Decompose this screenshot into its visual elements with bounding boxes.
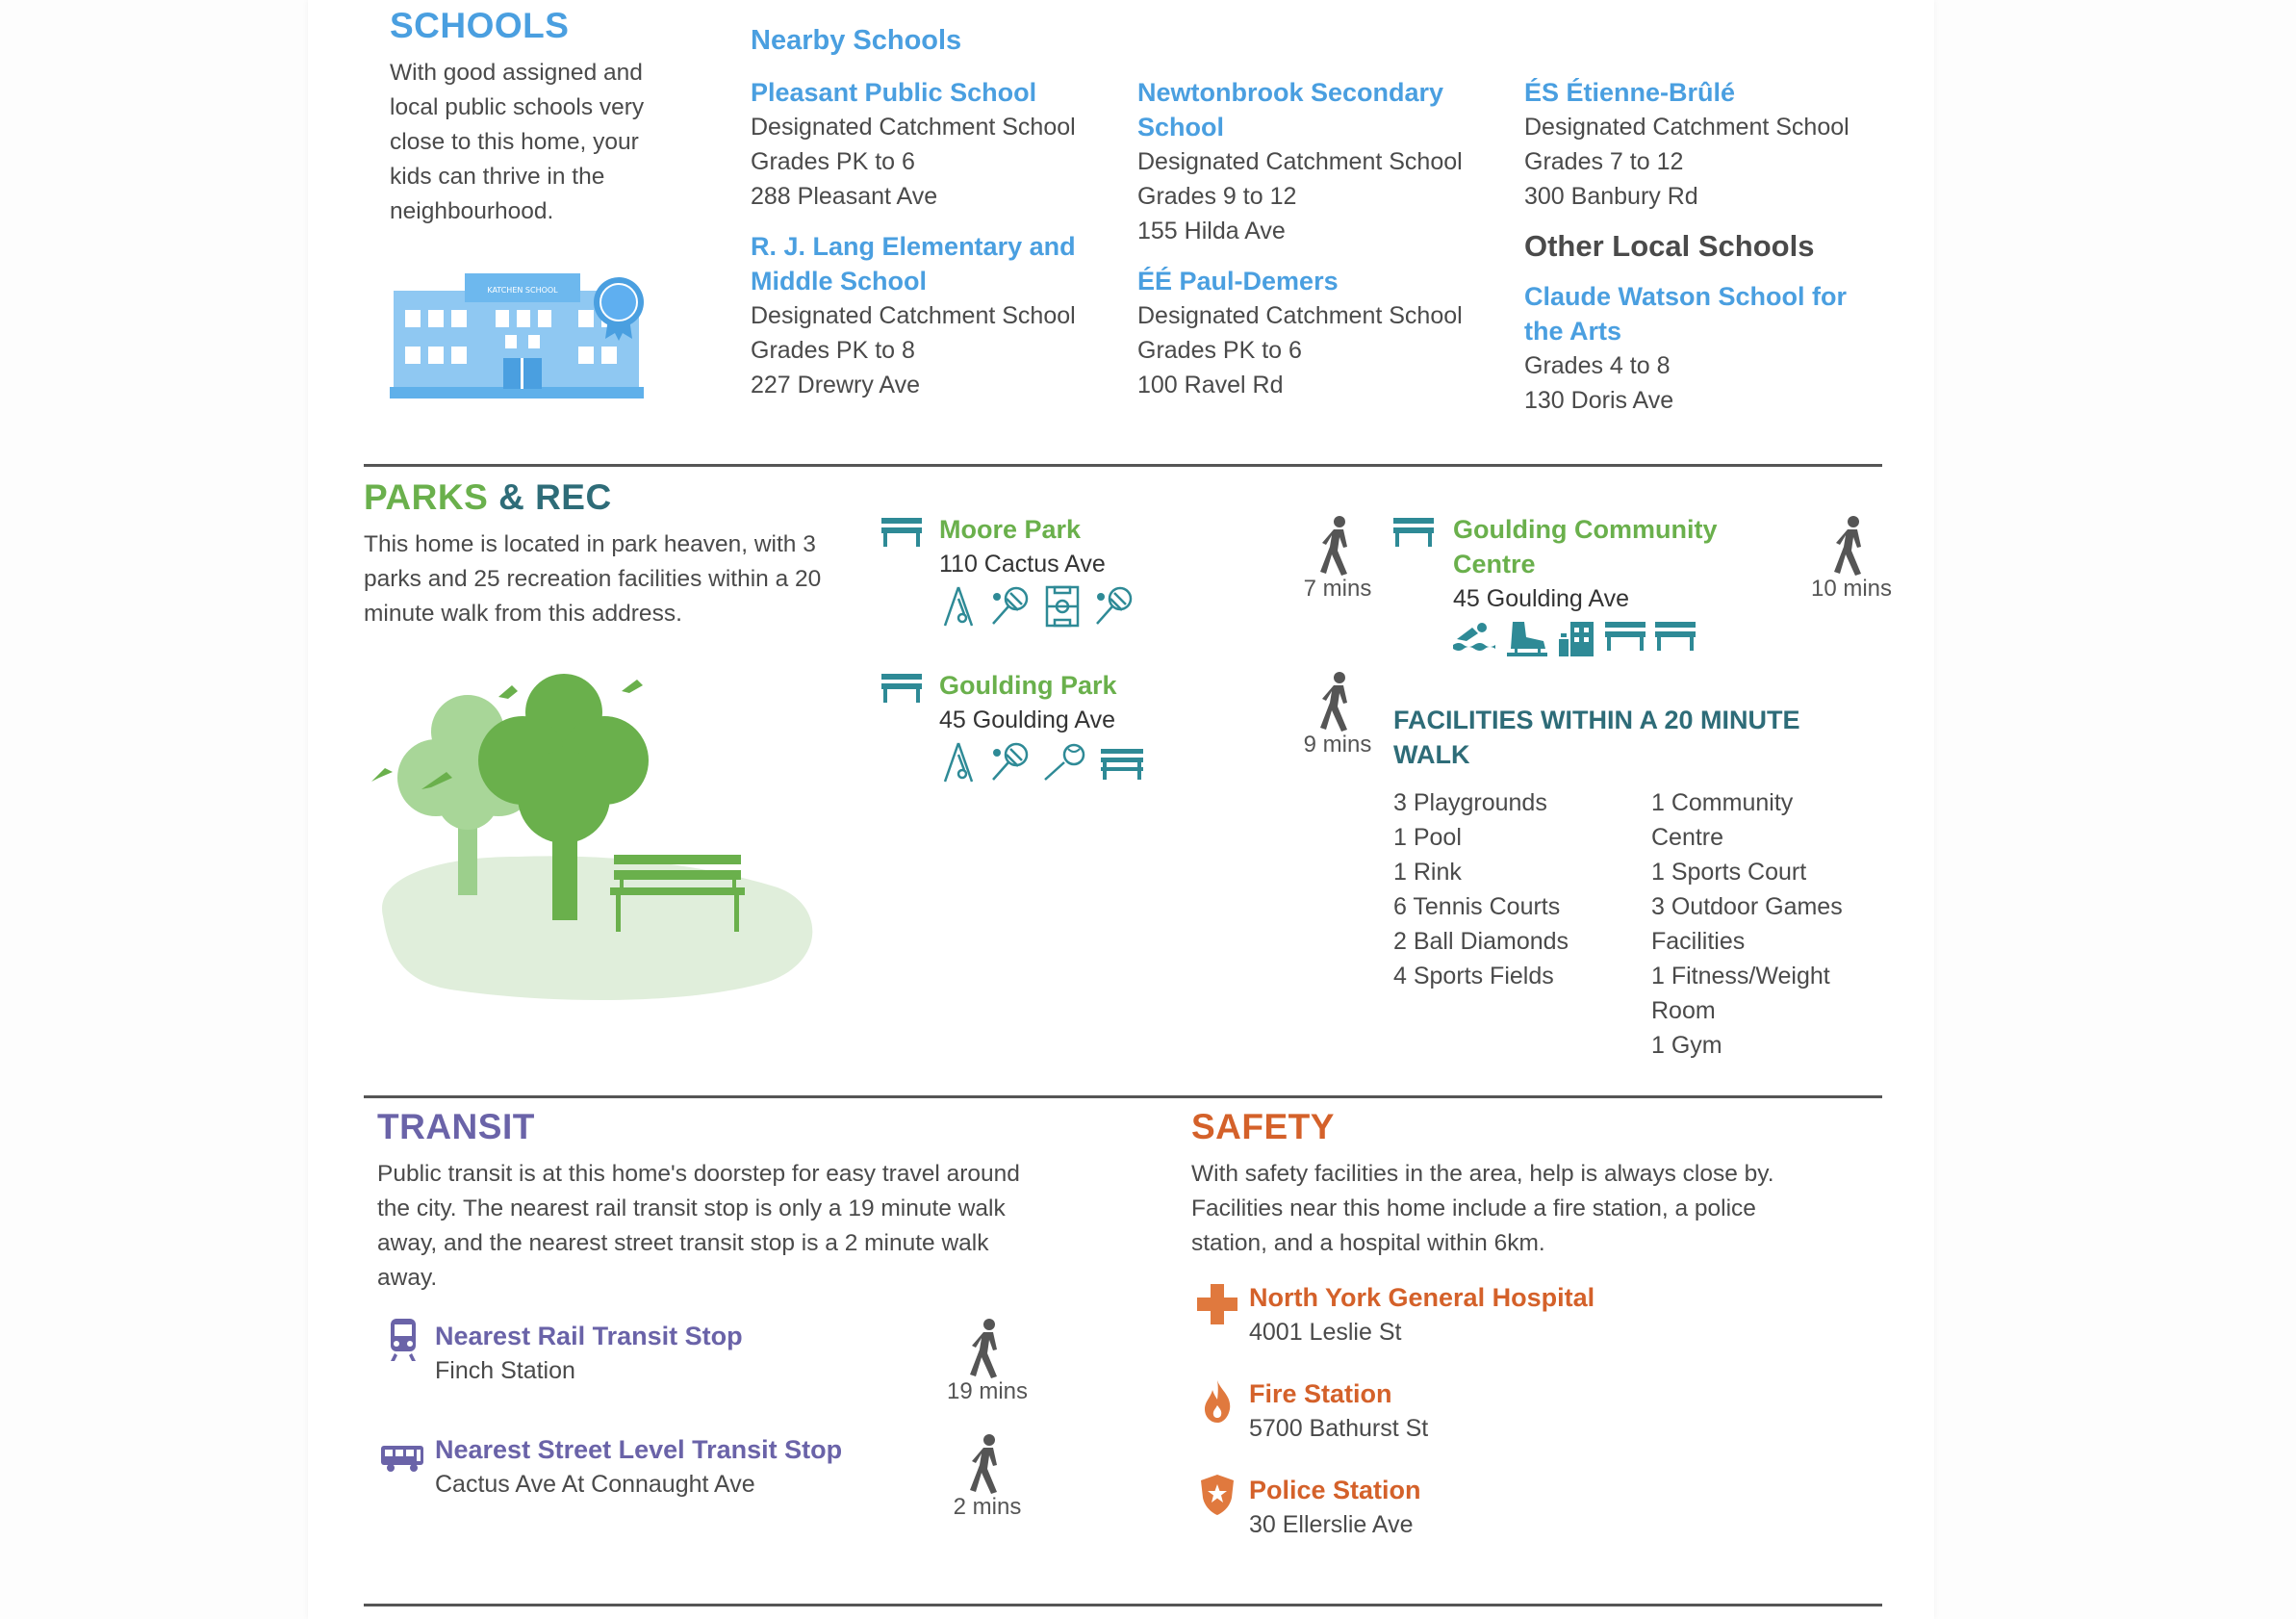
school-name[interactable]: ÉS Étienne-Brûlé bbox=[1524, 78, 1736, 107]
walk-time: 19 mins bbox=[946, 1378, 1029, 1404]
transit-heading: TRANSIT bbox=[377, 1107, 535, 1146]
school-grades: Grades PK to 6 bbox=[751, 148, 915, 175]
park-facility-icons bbox=[939, 585, 1135, 628]
walk-indicator bbox=[1794, 516, 1909, 603]
school-card bbox=[1524, 279, 1871, 418]
section-divider bbox=[364, 464, 1882, 467]
walking-person-icon bbox=[1318, 672, 1357, 732]
facility-item: Centre bbox=[1651, 824, 1724, 851]
facility-item: 1 Fitness/Weight bbox=[1651, 963, 1830, 989]
school-type: Designated Catchment School bbox=[751, 114, 1076, 141]
park-name[interactable]: Moore Park bbox=[939, 515, 1082, 544]
walk-indicator bbox=[1280, 672, 1395, 758]
park-card bbox=[939, 512, 1106, 581]
school-name[interactable]: Pleasant Public School bbox=[751, 78, 1037, 107]
school-address: 288 Pleasant Ave bbox=[751, 183, 938, 210]
gym-icon bbox=[1557, 620, 1595, 658]
transit-description: Public transit is at this home's doorstep for easy travel around the city. The nearest rail transit stop is only a 19 minute walk away, and the nearest street transit stop is a 2 minute walk away. bbox=[377, 1161, 1020, 1291]
section-divider bbox=[364, 1095, 1882, 1098]
school-grades: Grades 7 to 12 bbox=[1524, 148, 1684, 175]
school-type: Designated Catchment School bbox=[1524, 114, 1850, 141]
parks-heading-b: & REC bbox=[498, 477, 612, 517]
tennis-icon bbox=[1093, 585, 1135, 628]
safety-place-name[interactable]: Fire Station bbox=[1249, 1379, 1392, 1408]
safety-heading: SAFETY bbox=[1191, 1107, 1335, 1146]
transit-stop-card bbox=[435, 1319, 743, 1388]
other-schools-heading: Other Local Schools bbox=[1524, 229, 1815, 263]
school-address: 300 Banbury Rd bbox=[1524, 183, 1698, 210]
parks-heading bbox=[364, 477, 612, 518]
safety-place-name[interactable]: North York General Hospital bbox=[1249, 1283, 1595, 1312]
nearby-schools-heading: Nearby Schools bbox=[751, 25, 962, 56]
school-building-illustration bbox=[390, 271, 654, 401]
facility-item: 2 Ball Diamonds bbox=[1393, 928, 1569, 955]
school-name[interactable]: Claude Watson School for the Arts bbox=[1524, 282, 1848, 346]
page bbox=[308, 0, 1934, 1619]
ball-diamond-icon bbox=[1043, 741, 1089, 784]
police-badge-icon bbox=[1201, 1475, 1234, 1515]
school-card bbox=[1137, 264, 1503, 402]
school-card bbox=[751, 75, 1116, 214]
facility-item: 6 Tennis Courts bbox=[1393, 893, 1561, 920]
facility-item: 4 Sports Fields bbox=[1393, 963, 1554, 989]
school-card bbox=[1524, 75, 1909, 214]
park-facility-icons bbox=[1453, 620, 1696, 658]
walking-person-icon bbox=[968, 1434, 1007, 1494]
walking-person-icon bbox=[968, 1319, 1007, 1378]
school-address: 130 Doris Ave bbox=[1524, 387, 1674, 414]
school-grades: Grades PK to 6 bbox=[1137, 337, 1302, 364]
safety-place-card bbox=[1249, 1280, 1594, 1349]
facility-item: 3 Outdoor Games bbox=[1651, 893, 1843, 920]
facility-item: Facilities bbox=[1651, 928, 1746, 955]
walk-indicator bbox=[1280, 516, 1395, 603]
school-grades: Grades 9 to 12 bbox=[1137, 183, 1297, 210]
outdoor-games-icon bbox=[1101, 741, 1143, 784]
school-type: Designated Catchment School bbox=[751, 302, 1076, 329]
park-card bbox=[939, 668, 1117, 737]
safety-place-address: 30 Ellerslie Ave bbox=[1249, 1511, 1414, 1538]
facility-item: 3 Playgrounds bbox=[1393, 789, 1547, 816]
playground-icon bbox=[939, 741, 978, 784]
transit-stop-label[interactable]: Nearest Rail Transit Stop bbox=[435, 1322, 743, 1350]
safety-description: With safety facilities in the area, help is always close by. Facilities near this home include a fire station, a police station, and a hospital within 6km. bbox=[1191, 1161, 1774, 1256]
walk-time: 10 mins bbox=[1810, 576, 1893, 602]
tennis-icon bbox=[989, 585, 1032, 628]
school-name[interactable]: ÉÉ Paul-Demers bbox=[1137, 267, 1339, 296]
safety-place-address: 4001 Leslie St bbox=[1249, 1319, 1402, 1346]
school-card bbox=[751, 229, 1097, 402]
bench-icon bbox=[881, 674, 922, 703]
safety-place-address: 5700 Bathurst St bbox=[1249, 1415, 1429, 1442]
train-icon bbox=[389, 1319, 418, 1361]
facilities-list-left bbox=[1393, 785, 1569, 993]
walk-indicator bbox=[930, 1434, 1045, 1521]
parks-description: This home is located in park heaven, with 3 parks and 25 recreation facilities within a 20 minute walk from this address. bbox=[364, 531, 822, 627]
playground-icon bbox=[939, 585, 978, 628]
walk-time: 9 mins bbox=[1303, 732, 1372, 758]
school-grades: Grades PK to 8 bbox=[751, 337, 915, 364]
walk-time: 2 mins bbox=[953, 1494, 1022, 1520]
facility-item: Room bbox=[1651, 997, 1716, 1024]
facility-item: 1 Rink bbox=[1393, 859, 1462, 886]
transit-stop-card bbox=[435, 1432, 842, 1502]
facilities-heading: FACILITIES WITHIN A 20 MINUTE WALK bbox=[1393, 706, 1800, 769]
park-address: 45 Goulding Ave bbox=[939, 707, 1116, 733]
park-illustration bbox=[364, 664, 826, 1011]
school-grades: Grades 4 to 8 bbox=[1524, 352, 1671, 379]
hospital-icon bbox=[1197, 1284, 1237, 1324]
park-name[interactable]: Goulding Community Centre bbox=[1453, 515, 1718, 578]
school-sign-text: KATCHEN SCHOOL bbox=[487, 286, 558, 295]
walk-time: 7 mins bbox=[1303, 576, 1372, 602]
walk-indicator bbox=[930, 1319, 1045, 1405]
bus-icon bbox=[381, 1444, 423, 1473]
rink-icon bbox=[1505, 620, 1547, 658]
transit-stop-name: Cactus Ave At Connaught Ave bbox=[435, 1471, 755, 1498]
tennis-icon bbox=[989, 741, 1032, 784]
school-type: Designated Catchment School bbox=[1137, 148, 1463, 175]
park-address: 110 Cactus Ave bbox=[939, 551, 1106, 578]
bench-icon bbox=[881, 518, 922, 547]
bench-icon bbox=[1605, 620, 1645, 651]
park-address: 45 Goulding Ave bbox=[1453, 585, 1630, 612]
fire-icon bbox=[1203, 1380, 1232, 1423]
section-divider bbox=[364, 1604, 1882, 1606]
walking-person-icon bbox=[1832, 516, 1871, 576]
parks-heading-a: PARKS bbox=[364, 477, 489, 517]
school-type: Designated Catchment School bbox=[1137, 302, 1463, 329]
facility-item: 1 Pool bbox=[1393, 824, 1462, 851]
school-address: 155 Hilda Ave bbox=[1137, 218, 1286, 244]
park-card bbox=[1453, 512, 1761, 616]
bench-icon bbox=[1655, 620, 1696, 651]
school-address: 227 Drewry Ave bbox=[751, 372, 921, 398]
safety-place-card bbox=[1249, 1376, 1428, 1446]
walking-person-icon bbox=[1318, 516, 1357, 576]
park-facility-icons bbox=[939, 741, 1143, 784]
safety-place-name[interactable]: Police Station bbox=[1249, 1476, 1421, 1504]
school-address: 100 Ravel Rd bbox=[1137, 372, 1284, 398]
safety-place-card bbox=[1249, 1473, 1421, 1542]
schools-description: With good assigned and local public schools very close to this home, your kids can thrive in the neighbourhood. bbox=[390, 60, 645, 224]
transit-stop-label[interactable]: Nearest Street Level Transit Stop bbox=[435, 1435, 843, 1464]
school-name[interactable]: R. J. Lang Elementary and Middle School bbox=[751, 232, 1076, 296]
pool-icon bbox=[1453, 620, 1495, 655]
facility-item: 1 Sports Court bbox=[1651, 859, 1807, 886]
schools-heading: SCHOOLS bbox=[390, 6, 570, 45]
sports-field-icon bbox=[1043, 585, 1082, 628]
facilities-list-right bbox=[1651, 785, 1843, 1063]
school-name[interactable]: Newtonbrook Secondary School bbox=[1137, 78, 1444, 141]
transit-stop-name: Finch Station bbox=[435, 1357, 575, 1384]
park-name[interactable]: Goulding Park bbox=[939, 671, 1117, 700]
bench-icon bbox=[1393, 518, 1434, 547]
school-card bbox=[1137, 75, 1493, 248]
facility-item: 1 Community bbox=[1651, 789, 1794, 816]
facility-item: 1 Gym bbox=[1651, 1032, 1722, 1059]
